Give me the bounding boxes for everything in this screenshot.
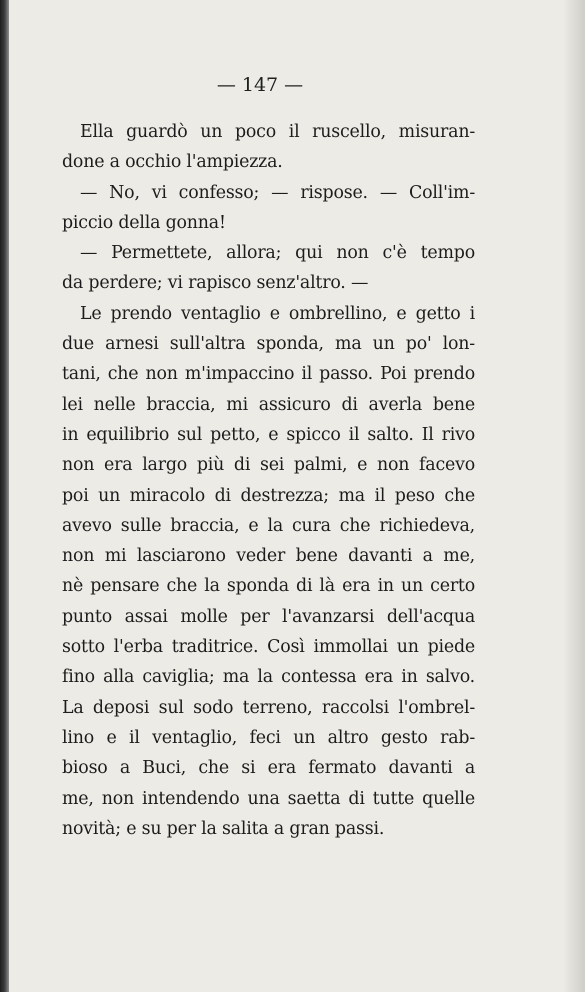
text-line: done a occhio l'ampiezza. (62, 152, 283, 173)
text-line: fino alla caviglia; ma la contessa era in salvo. (62, 667, 475, 688)
text-line: lei nelle braccia, mi assicuro di averla bene (62, 394, 475, 415)
text-line: — No, vi confesso; — rispose. — Coll'im- (80, 182, 475, 203)
text-line: nè pensare che la sponda di là era in un certo (62, 576, 475, 597)
text-line: lino e il ventaglio, feci un altro gesto rab- (62, 727, 475, 748)
text-line: non era largo più di sei palmi, e non facevo (62, 455, 475, 476)
text-line: due arnesi sull'altra sponda, ma un po' lon- (62, 334, 475, 355)
text-line: da perdere; vi rapisco senz'altro. — (62, 273, 369, 294)
text-line: Ella guardò un poco il ruscello, misuran- (80, 122, 475, 142)
text-line: — Permettete, allora; qui non c'è tempo (80, 243, 475, 264)
text-line: in equilibrio sul petto, e spicco il salto. Il rivo (62, 424, 475, 445)
binding-edge (0, 0, 9, 992)
page-edge-shadow (563, 0, 585, 992)
text-line: tani, che non m'impaccino il passo. Poi prendo (62, 364, 475, 385)
page-number: — 147 — (216, 74, 304, 96)
text-line: non mi lasciarono veder bene davanti a me, (62, 546, 475, 567)
text-line: bioso a Buci, che si era fermato davanti a (62, 758, 475, 779)
text-line: poi un miracolo di destrezza; ma il peso che (62, 485, 475, 506)
text-line: novità; e su per la salita a gran passi. (62, 818, 385, 839)
text-line: sotto l'erba traditrice. Così immollai un piede (62, 637, 475, 658)
text-line: piccio della gonna! (62, 212, 226, 233)
text-line: La deposi sul sodo terreno, raccolsi l'ombrel- (62, 697, 475, 718)
text-line: avevo sulle braccia, e la cura che richiedeva, (62, 515, 475, 536)
text-line: Le prendo ventaglio e ombrellino, e getto i (80, 303, 475, 324)
text-line: punto assai molle per l'avanzarsi dell'acqua (62, 606, 475, 627)
body-text (62, 117, 475, 844)
text-line: me, non intendendo una saetta di tutte quelle (62, 788, 475, 809)
